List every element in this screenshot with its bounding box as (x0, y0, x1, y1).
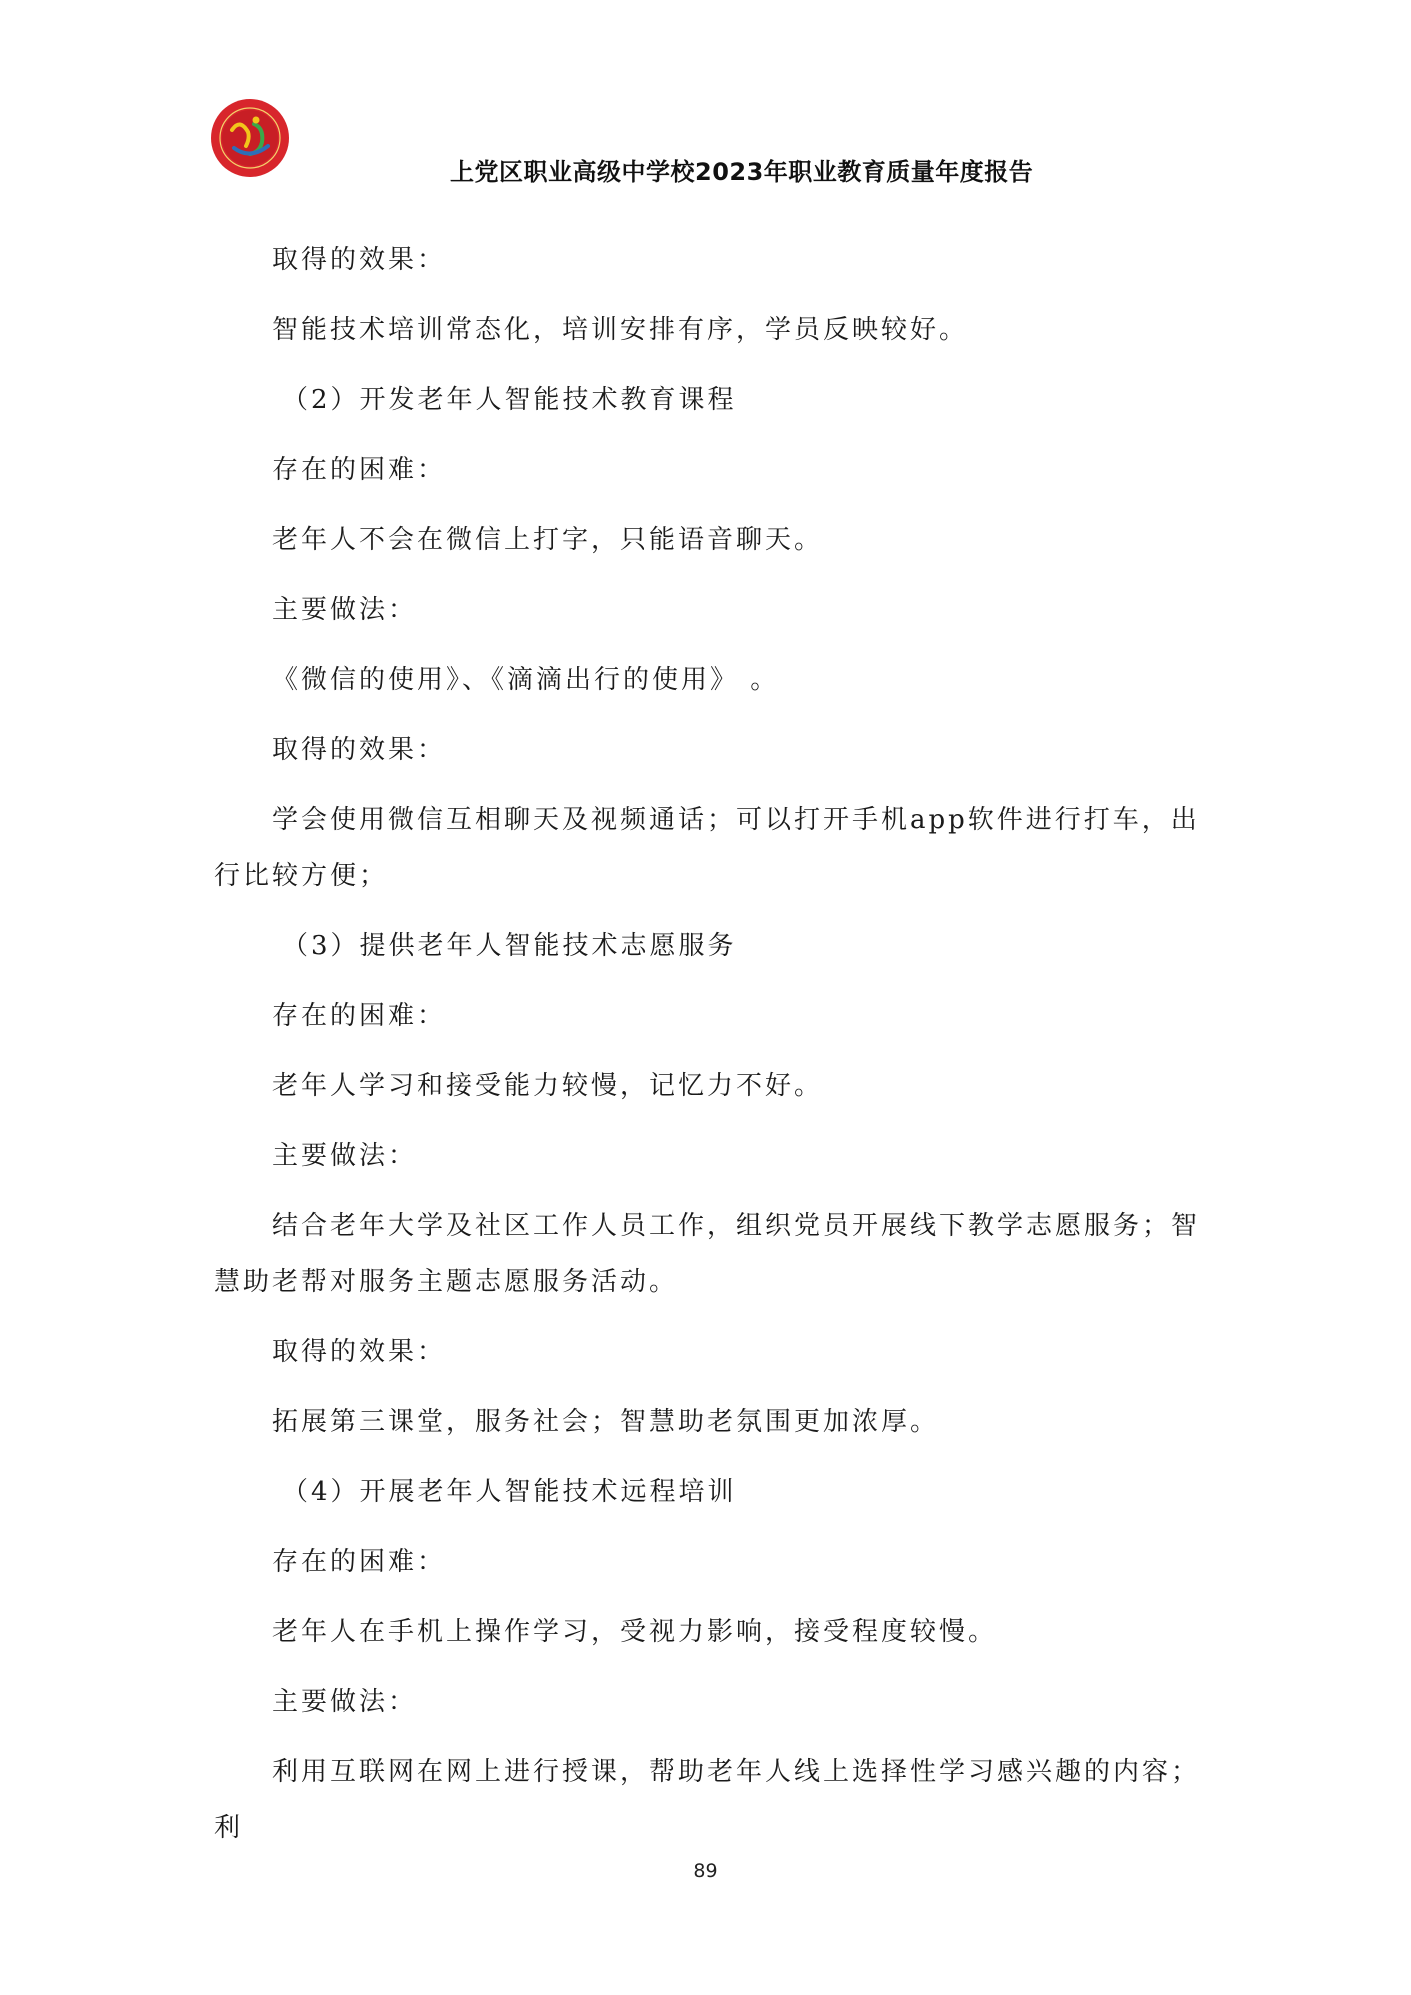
page-header (210, 98, 1210, 198)
paragraph: 取得的效果： (272, 245, 447, 275)
paragraph: 存在的困难： (272, 1547, 447, 1577)
paragraph: 学会使用微信互相聊天及视频通话；可以打开手机app软件进行打车，出行比较方便； (214, 805, 1200, 891)
section-heading: （2）开发老年人智能技术教育课程 (282, 385, 737, 415)
paragraph: 结合老年大学及社区工作人员工作，组织党员开展线下教学志愿服务；智慧助老帮对服务主题志愿服务活动。 (214, 1211, 1201, 1297)
paragraph: 主要做法： (272, 595, 418, 625)
school-emblem-icon (210, 98, 290, 178)
paragraph: 主要做法： (272, 1687, 418, 1717)
paragraph: 存在的困难： (272, 1001, 447, 1031)
paragraph: 利用互联网在网上进行授课，帮助老年人线上选择性学习感兴趣的内容；利 (214, 1757, 1201, 1843)
section-heading: （4）开展老年人智能技术远程培训 (282, 1477, 737, 1507)
section-heading: （3）提供老年人智能技术志愿服务 (282, 931, 737, 961)
paragraph: 存在的困难： (272, 455, 447, 485)
paragraph: 主要做法： (272, 1141, 418, 1171)
paragraph: 老年人不会在微信上打字，只能语音聊天。 (272, 525, 824, 555)
paragraph: 取得的效果： (272, 735, 447, 765)
page-title: 上党区职业高级中学校2023年职业教育质量年度报告 (450, 158, 1034, 186)
paragraph: 智能技术培训常态化，培训安排有序，学员反映较好。 (272, 315, 969, 345)
paragraph: 《微信的使用》、《滴滴出行的使用》 。 (272, 665, 780, 695)
page-number: 89 (693, 1860, 718, 1882)
paragraph: 拓展第三课堂，服务社会；智慧助老氛围更加浓厚。 (272, 1407, 940, 1437)
document-body (214, 232, 1204, 1856)
paragraph: 取得的效果： (272, 1337, 447, 1367)
paragraph: 老年人在手机上操作学习，受视力影响，接受程度较慢。 (272, 1617, 998, 1647)
paragraph: 老年人学习和接受能力较慢，记忆力不好。 (272, 1071, 824, 1101)
